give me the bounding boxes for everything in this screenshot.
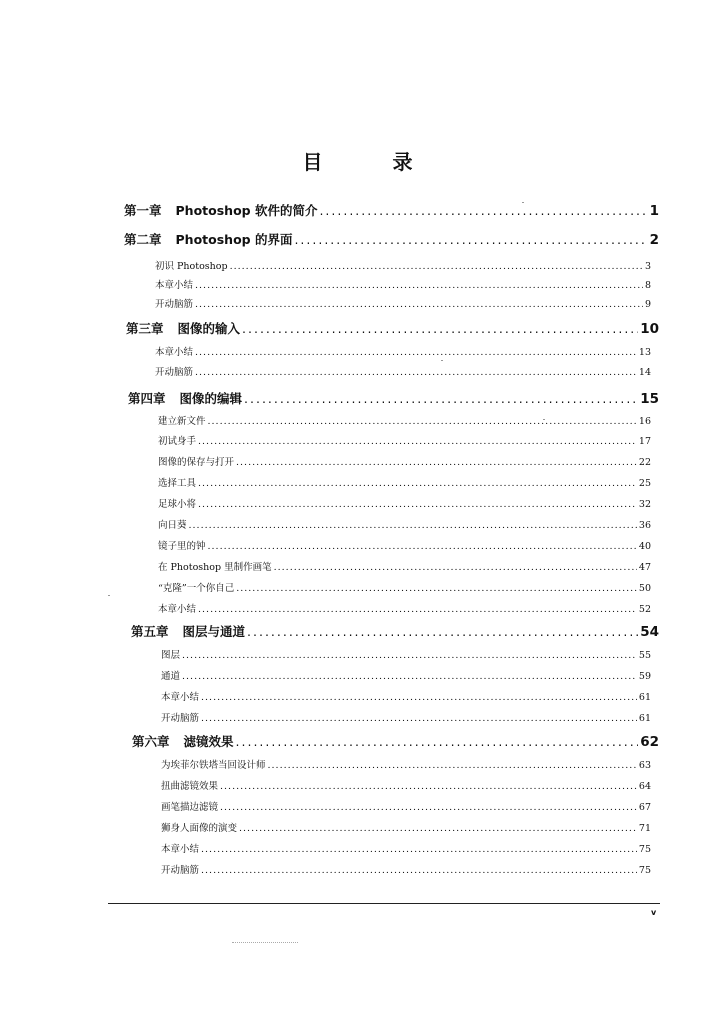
entry-page-number: 10 — [640, 321, 659, 337]
dot-leader — [294, 232, 647, 247]
entry-title: 本章小结 — [161, 844, 200, 855]
dot-leader — [247, 624, 638, 639]
entry-title: 开动脑筋 — [155, 299, 194, 310]
toc-chapter-entry — [126, 319, 659, 337]
toc-section-entry — [158, 454, 651, 468]
dot-leader — [236, 734, 639, 749]
chapter-number: 第三章 — [126, 321, 164, 336]
toc-section-entry — [161, 668, 651, 682]
entry-title: 狮身人面像的演变 — [161, 823, 238, 834]
toc-section-entry — [155, 277, 651, 291]
entry-page-number: 16 — [638, 416, 651, 427]
entry-title: 选择工具 — [158, 478, 197, 489]
entry-title: 图像的输入 — [177, 321, 241, 336]
toc-section-entry — [158, 496, 651, 510]
toc-section-entry — [161, 778, 651, 792]
entry-page-number: 75 — [638, 844, 651, 855]
entry-title: 为埃菲尔铁塔当回设计师 — [161, 760, 266, 771]
toc-section-entry — [161, 647, 651, 661]
scan-speck — [108, 595, 110, 596]
dot-leader — [230, 261, 643, 272]
dot-leader — [236, 457, 637, 468]
chapter-number: 第六章 — [132, 734, 170, 749]
toc-chapter-entry — [124, 230, 659, 248]
entry-page-number: 50 — [638, 583, 651, 594]
chapter-number: 第一章 — [124, 203, 162, 218]
entry-title: 开动脑筋 — [161, 713, 200, 724]
toc-section-entry — [158, 538, 651, 552]
dot-leader — [319, 203, 647, 218]
entry-page-number: 47 — [638, 562, 651, 573]
entry-title: 画笔描边滤镜 — [161, 802, 219, 813]
footer-rule — [108, 903, 660, 904]
entry-page-number: 22 — [638, 457, 651, 468]
toc-section-entry — [158, 517, 651, 531]
entry-title: 开动脑筋 — [155, 367, 194, 378]
entry-page-number: 13 — [638, 347, 651, 358]
scan-speck — [522, 202, 524, 203]
dot-leader — [242, 321, 638, 336]
dot-leader — [182, 671, 637, 682]
entry-page-number: 61 — [638, 713, 651, 724]
toc-section-entry — [158, 580, 651, 594]
entry-page-number: 1 — [649, 203, 659, 219]
entry-page-number: 14 — [638, 367, 651, 378]
toc-section-entry — [158, 475, 651, 489]
entry-page-number: 17 — [638, 436, 651, 447]
entry-title: 向日葵 — [158, 520, 187, 531]
dot-leader — [198, 436, 637, 447]
chapter-number: 第五章 — [131, 624, 169, 639]
dot-leader — [208, 416, 637, 427]
entry-title: 本章小结 — [155, 280, 194, 291]
dot-leader — [198, 604, 637, 615]
entry-title: 图层与通道 — [182, 624, 246, 639]
toc-chapter-entry — [128, 389, 659, 407]
toc-chapter-entry — [124, 201, 659, 219]
toc-section-entry — [155, 344, 651, 358]
dot-leader — [195, 299, 643, 310]
toc-section-entry — [161, 841, 651, 855]
footer-mark — [232, 942, 298, 943]
chapter-number: 第二章 — [124, 232, 162, 247]
scan-speck — [441, 360, 443, 361]
entry-page-number: 55 — [638, 650, 651, 661]
entry-title: 图层 — [161, 650, 181, 661]
entry-page-number: 75 — [638, 865, 651, 876]
dot-leader — [220, 802, 637, 813]
entry-page-number: 64 — [638, 781, 651, 792]
toc-section-entry — [161, 710, 651, 724]
page-number: v — [651, 908, 657, 917]
toc-section-entry — [161, 757, 651, 771]
toc-section-entry — [161, 820, 651, 834]
dot-leader — [220, 781, 637, 792]
entry-page-number: 52 — [638, 604, 651, 615]
toc-section-entry — [155, 258, 651, 272]
dot-leader — [195, 367, 637, 378]
toc-section-entry — [155, 364, 651, 378]
entry-page-number: 63 — [638, 760, 651, 771]
entry-page-number: 67 — [638, 802, 651, 813]
dot-leader — [239, 823, 637, 834]
dot-leader — [274, 562, 637, 573]
entry-title: 开动脑筋 — [161, 865, 200, 876]
entry-title: 初识 Photoshop — [155, 261, 228, 272]
dot-leader — [195, 347, 637, 358]
toc-section-entry — [158, 433, 651, 447]
dot-leader — [268, 760, 637, 771]
dot-leader — [201, 844, 637, 855]
entry-title: 扭曲滤镜效果 — [161, 781, 219, 792]
dot-leader — [244, 391, 638, 406]
entry-title: 初试身手 — [158, 436, 197, 447]
entry-title: 足球小将 — [158, 499, 197, 510]
dot-leader — [182, 650, 637, 661]
entry-page-number: 40 — [638, 541, 651, 552]
entry-title: 建立新文件 — [158, 416, 206, 427]
entry-page-number: 54 — [640, 624, 659, 640]
chapter-number: 第四章 — [128, 391, 166, 406]
dot-leader — [195, 280, 643, 291]
title-char-2: 录 — [392, 150, 413, 174]
toc-section-entry — [161, 799, 651, 813]
entry-page-number: 25 — [638, 478, 651, 489]
title-char-1: 目 — [302, 150, 323, 174]
dot-leader — [208, 541, 637, 552]
entry-page-number: 61 — [638, 692, 651, 703]
toc-section-entry — [158, 413, 651, 427]
toc-section-entry — [161, 689, 651, 703]
entry-title: Photoshop 软件的简介 — [175, 203, 318, 218]
dot-leader — [201, 692, 637, 703]
entry-page-number: 59 — [638, 671, 651, 682]
entry-title: 镜子里的钟 — [158, 541, 206, 552]
toc-chapter-entry — [132, 732, 659, 750]
entry-page-number: 15 — [640, 391, 659, 407]
dot-leader — [236, 583, 637, 594]
dot-leader — [201, 865, 637, 876]
entry-page-number: 32 — [638, 499, 651, 510]
entry-page-number: 62 — [640, 734, 659, 750]
entry-page-number: 71 — [638, 823, 651, 834]
entry-title: Photoshop 的界面 — [175, 232, 293, 247]
toc-section-entry — [155, 296, 651, 310]
entry-title: 本章小结 — [155, 347, 194, 358]
toc-chapter-entry — [131, 622, 659, 640]
entry-title: 图像的保存与打开 — [158, 457, 235, 468]
scan-speck — [543, 419, 545, 420]
entry-page-number: 9 — [644, 299, 651, 310]
toc-section-entry — [158, 559, 651, 573]
entry-page-number: 2 — [649, 232, 659, 248]
entry-page-number: 36 — [638, 520, 651, 531]
entry-page-number: 8 — [644, 280, 651, 291]
entry-title: 图像的编辑 — [179, 391, 243, 406]
toc-section-entry — [161, 862, 651, 876]
entry-title: 通道 — [161, 671, 181, 682]
entry-title: “克隆”一个你自己 — [158, 583, 235, 594]
dot-leader — [198, 478, 637, 489]
dot-leader — [198, 499, 637, 510]
toc-section-entry — [158, 601, 651, 615]
entry-title: 在 Photoshop 里制作画笔 — [158, 562, 272, 573]
entry-title: 滤镜效果 — [183, 734, 234, 749]
dot-leader — [189, 520, 637, 531]
entry-title: 本章小结 — [161, 692, 200, 703]
entry-page-number: 3 — [644, 261, 651, 272]
dot-leader — [201, 713, 637, 724]
entry-title: 本章小结 — [158, 604, 197, 615]
